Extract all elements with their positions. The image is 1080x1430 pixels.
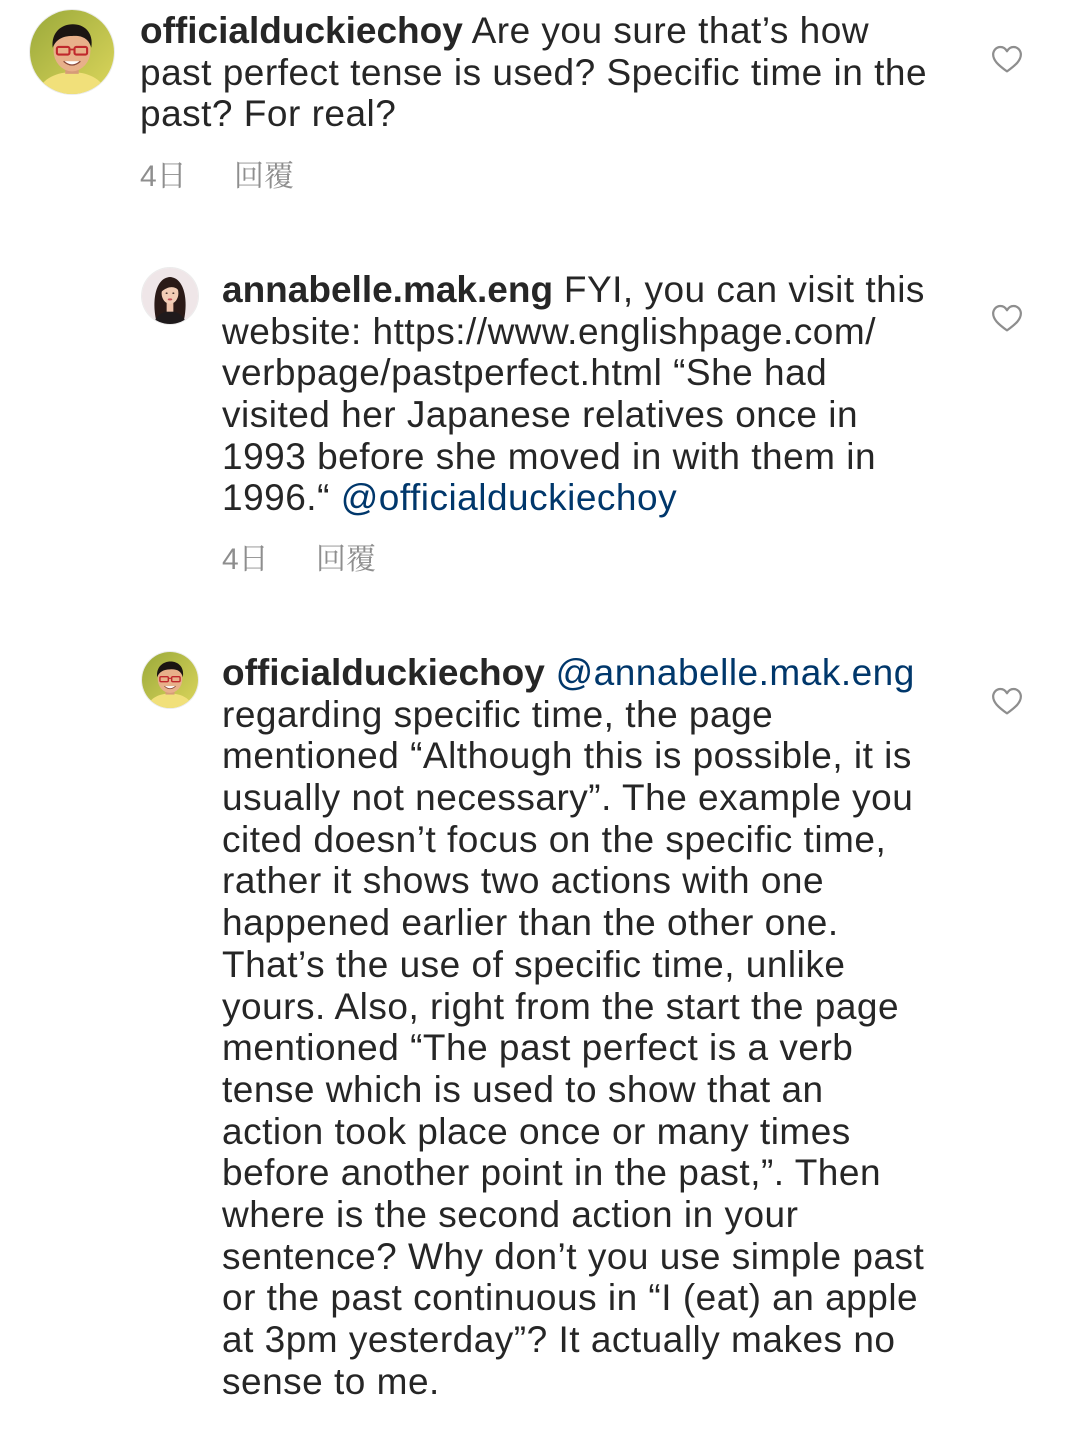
comment-line: where is the second action in your (222, 1193, 799, 1235)
heart-outline-icon (991, 45, 1023, 74)
comment-line: sentence? Why don’t you use simple past (222, 1235, 925, 1277)
comment-line-text: FYI, you can visit this (563, 269, 925, 310)
comment-line: sense to me. (222, 1360, 440, 1402)
avatar-photo-icon (142, 268, 198, 324)
comment-line-text: Are you sure that’s how (471, 10, 870, 51)
avatar[interactable] (30, 10, 114, 94)
comment-line: before another point in the past,”. Then (222, 1152, 882, 1194)
comment-line (140, 10, 927, 52)
comment-text (222, 652, 924, 1402)
mention-link[interactable]: @officialduckiechoy (340, 477, 678, 519)
comment-line: tense which is used to show that an (222, 1068, 824, 1110)
comment-line (222, 477, 925, 519)
comment-line: usually not necessary”. The example you (222, 777, 914, 819)
comment-time: 4日 (222, 543, 269, 576)
comment-time: 4日 (140, 160, 187, 193)
comment-meta (222, 542, 542, 578)
comment-line: 1993 before she moved in with them in (222, 435, 877, 477)
comment-text (222, 269, 925, 519)
comment-line: past perfect tense is used? Specific time in the (140, 51, 928, 93)
comment-line (222, 269, 925, 311)
reply-button[interactable]: 回覆 (316, 543, 376, 576)
username[interactable]: annabelle.mak.eng (222, 269, 554, 310)
comment-line: or the past continuous in “I (eat) an apple (222, 1277, 919, 1319)
comment-line: action took place once or many times (222, 1110, 851, 1152)
comment-line: happened earlier than the other one. (222, 902, 839, 944)
like-button[interactable] (991, 304, 1023, 333)
heart-outline-icon (991, 687, 1023, 716)
avatar-photo-icon (142, 652, 198, 708)
comment-line: verbpage/pastperfect.html “She had (222, 352, 828, 394)
comment-line (222, 652, 924, 694)
username[interactable]: officialduckiechoy (140, 10, 463, 51)
reply-button[interactable]: 回覆 (234, 160, 294, 193)
like-button[interactable] (991, 687, 1023, 716)
comment-line: mentioned “The past perfect is a verb (222, 1027, 854, 1069)
avatar[interactable] (142, 268, 198, 324)
avatar-photo-icon (30, 10, 114, 94)
comment-line: at 3pm yesterday”? It actually makes no (222, 1319, 896, 1360)
comment-line: cited doesn’t focus on the specific time, (222, 818, 887, 860)
like-button[interactable] (991, 45, 1023, 74)
comment-text (140, 10, 927, 135)
comment-line: That’s the use of specific time, unlike (222, 943, 846, 985)
comment-line: yours. Also, right from the start the page (222, 985, 900, 1027)
comment-line: website: https://www.englishpage.com/ (222, 310, 876, 352)
comment-line: rather it shows two actions with one (222, 860, 825, 902)
mention-link[interactable]: @annabelle.mak.eng (555, 652, 915, 693)
avatar[interactable] (142, 652, 198, 708)
comment-line: visited her Japanese relatives once in (222, 394, 859, 436)
comment-line: regarding specific time, the page (222, 693, 774, 735)
heart-outline-icon (991, 304, 1023, 333)
comment-meta (140, 159, 460, 195)
comment-line-text: 1996.“ (222, 477, 330, 519)
username[interactable]: officialduckiechoy (222, 652, 545, 693)
comment-line: mentioned “Although this is possible, it is (222, 735, 912, 777)
comment-line: past? For real? (140, 93, 397, 135)
